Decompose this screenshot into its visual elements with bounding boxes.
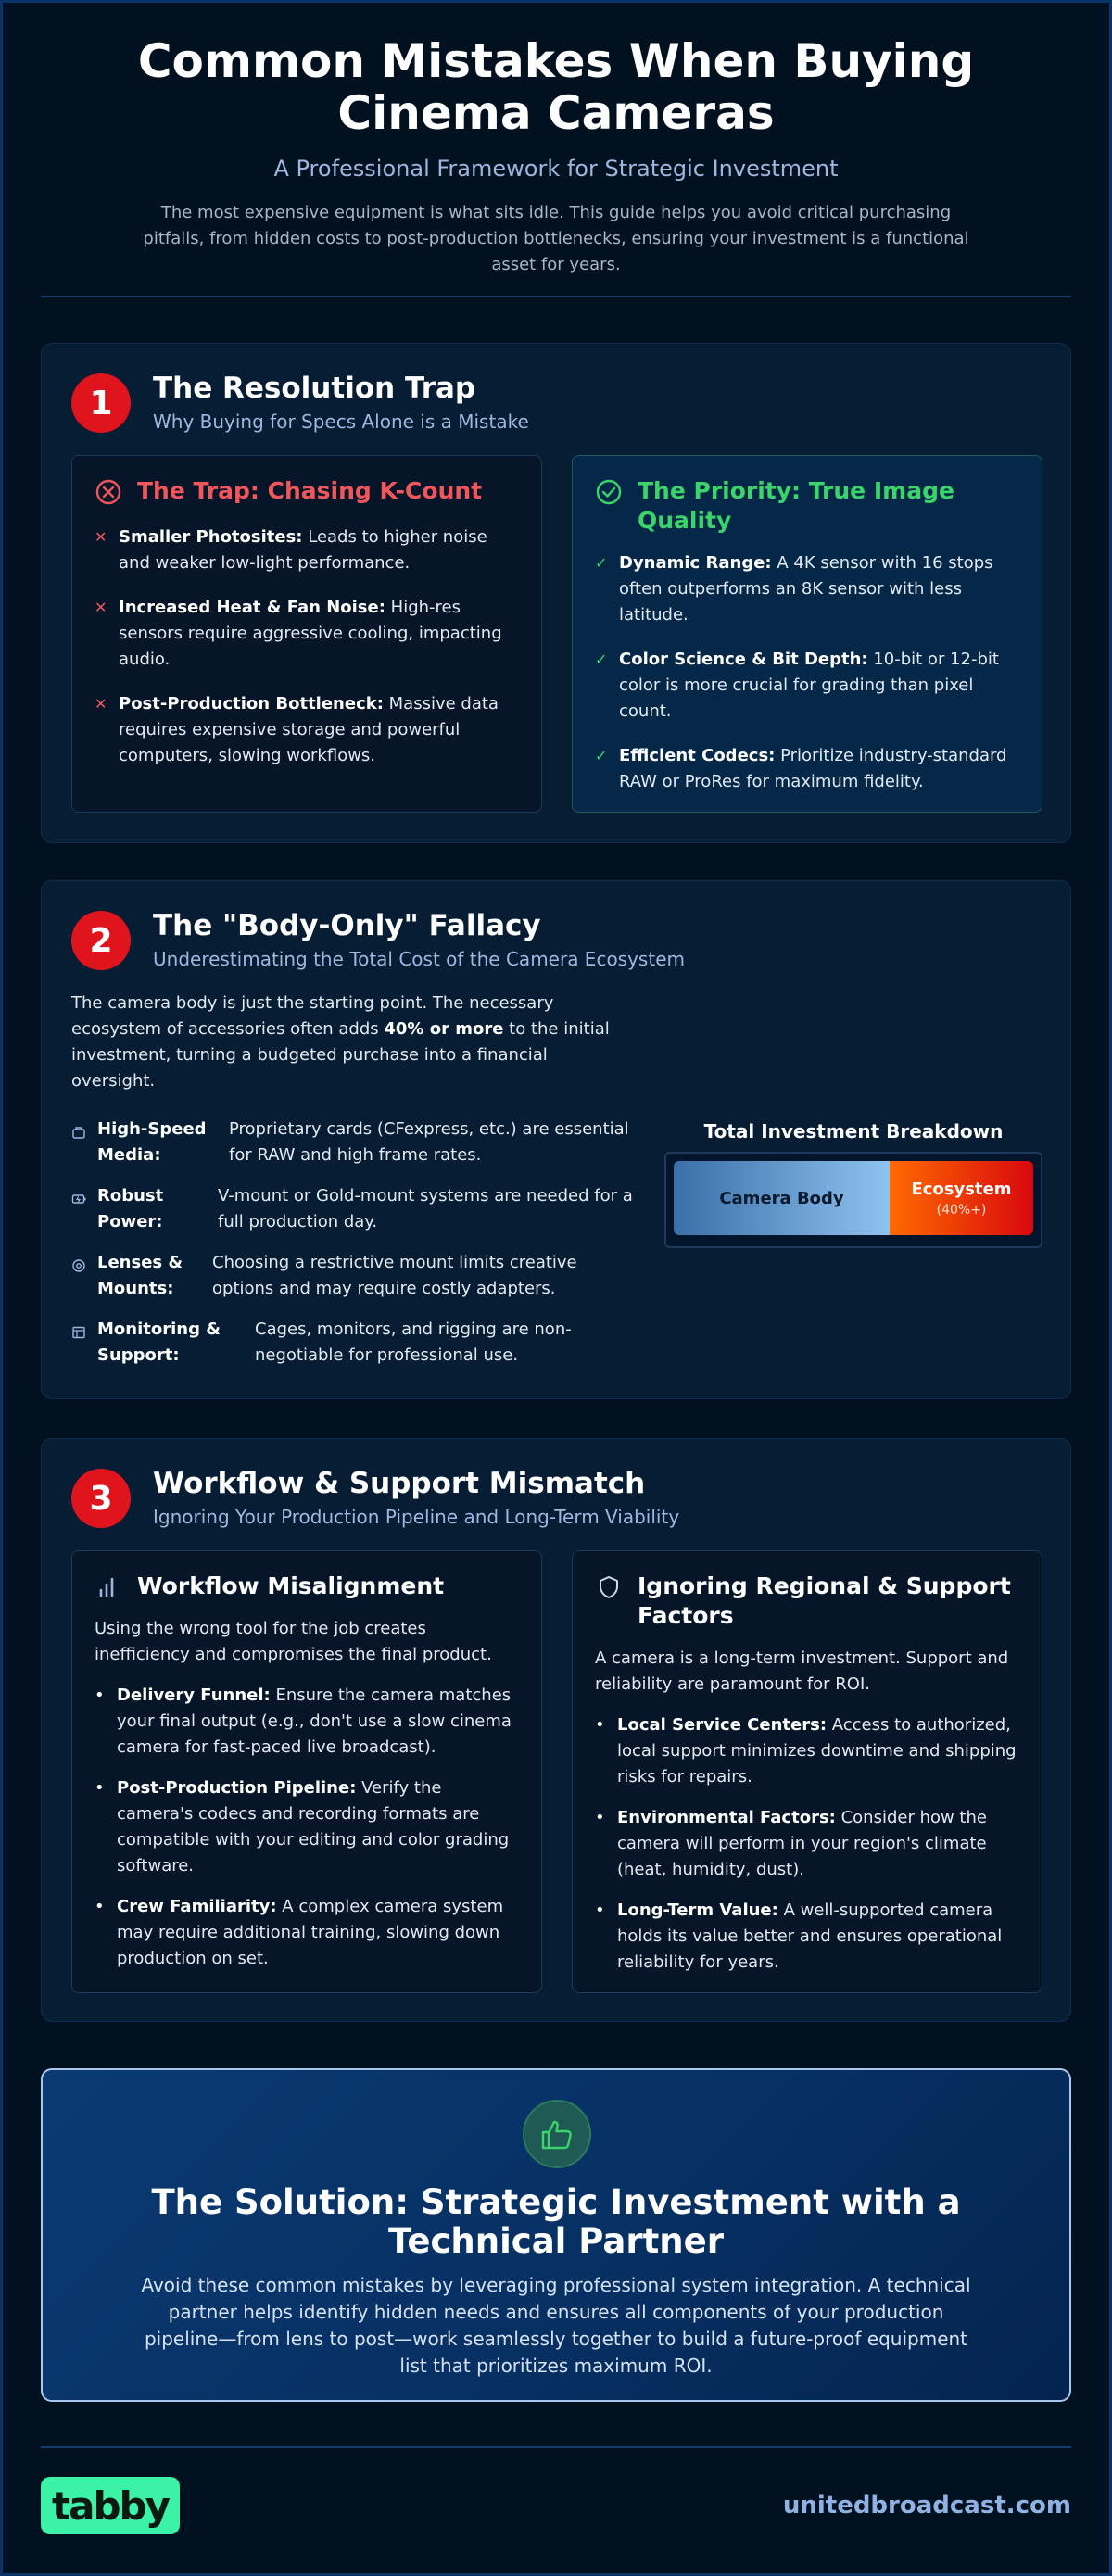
list-item: • Local Service Centers: Access to authorized, local support minimizes downtime and shipping risks for repairs. [595, 1712, 1019, 1790]
list-item: ✕ Post-Production Bottleneck: Massive data requires expensive storage and powerful computers, slowing workflows. [95, 691, 519, 769]
section-subtitle: Underestimating the Total Cost of the Camera Ecosystem [153, 948, 685, 970]
page-intro: The most expensive equipment is what sits idle. This guide helps you avoid critical purchasing pitfalls, from hidden costs to post-production bottlenecks, ensuring your investment is a functional asset for years. [143, 203, 969, 274]
ecosystem-item: Lenses & Mounts: Choosing a restrictive mount limits creative options and may require costly adapters. [71, 1250, 620, 1302]
footer-divider [41, 2446, 1071, 2448]
section-number-badge: 1 [71, 373, 131, 433]
support-card-title: Ignoring Regional & Support Factors [638, 1572, 1011, 1629]
lens-icon [71, 1256, 86, 1270]
section-title: Workflow & Support Mismatch [153, 1467, 646, 1500]
page-title: Common Mistakes When Buying Cinema Cameras [137, 34, 975, 140]
workflow-list [95, 1683, 519, 1987]
bar-chart-icon [95, 1573, 124, 1603]
header-divider [41, 296, 1071, 297]
support-card [572, 1550, 1042, 1993]
section-intro: The camera body is just the starting point. The necessary ecosystem of accessories often adds 40% or more to the initial investment, turning a budgeted purchase into a financial oversight. [71, 993, 610, 1091]
camera-body-bar [674, 1161, 890, 1235]
thumbs-up-icon [523, 2100, 591, 2168]
monitor-icon [71, 1322, 86, 1337]
ecosystem-item: Robust Power: V-mount or Gold-mount systems are needed for a full production day. [71, 1183, 653, 1235]
chart-title: Total Investment Breakdown [703, 1120, 1004, 1143]
list-item: • Environmental Factors: Consider how the camera will perform in your region's climate (heat, humidity, dust). [595, 1805, 1019, 1883]
workflow-card [71, 1550, 542, 1993]
priority-card-title: The Priority: True Image Quality [638, 477, 954, 534]
list-item: ✓ Color Science & Bit Depth: 10-bit or 12-bit color is more crucial for grading than pixel count. [595, 647, 1019, 725]
x-circle-icon [95, 478, 124, 508]
section-resolution-trap [41, 343, 1071, 843]
x-mark-icon: ✕ [95, 695, 107, 713]
list-item: ✕ Increased Heat & Fan Noise: High-res sensors require aggressive cooling, impacting audio. [95, 595, 519, 673]
workflow-intro: Using the wrong tool for the job creates inefficiency and compromises the final product. [95, 1619, 492, 1664]
x-mark-icon: ✕ [95, 599, 107, 616]
section-title: The Resolution Trap [153, 372, 476, 405]
list-item: ✕ Smaller Photosites: Leads to higher noise and weaker low-light performance. [95, 524, 519, 576]
ecosystem-bar [890, 1161, 1033, 1235]
section-workflow-mismatch [41, 1438, 1071, 2022]
support-intro: A camera is a long-term investment. Support and reliability are paramount for ROI. [595, 1648, 1009, 1694]
trap-card-title: The Trap: Chasing K-Count [137, 477, 483, 504]
highlight-percent: 40% or more [384, 1019, 504, 1039]
list-item: ✓ Efficient Codecs: Prioritize industry-standard RAW or ProRes for maximum fidelity. [595, 743, 1019, 795]
check-mark-icon: ✓ [595, 554, 608, 572]
camera-body-label: Camera Body [719, 1188, 844, 1208]
ecosystem-item: Monitoring & Support: Cages, monitors, and rigging are non-negotiable for professional use. [71, 1317, 607, 1369]
solution-banner [41, 2068, 1071, 2402]
ecosystem-note: (40%+) [936, 1202, 987, 1218]
priority-card [572, 455, 1042, 813]
ecosystem-item: High-Speed Media: Proprietary cards (CFexpress, etc.) are essential for RAW and high frame rates. [71, 1117, 646, 1168]
section-title: The "Body-Only" Fallacy [153, 909, 541, 942]
header [41, 35, 1071, 278]
section-subtitle: Why Buying for Specs Alone is a Mistake [153, 410, 529, 433]
solution-text: Avoid these common mistakes by leveraging professional system integration. A technical partner helps identify hidden needs and ensures all components of your production pipeline—from lens to post—work seamlessly together to build a future-proof equipment list that prioritizes maximum ROI. [141, 2274, 971, 2377]
priority-list [595, 550, 1019, 814]
workflow-card-title: Workflow Misalignment [137, 1572, 445, 1599]
section-body-only-fallacy [41, 880, 1071, 1399]
page-subtitle: A Professional Framework for Strategic Investment [273, 156, 839, 182]
list-item: ✓ Dynamic Range: A 4K sensor with 16 stops often outperforms an 8K sensor with less latitude. [595, 550, 1019, 628]
list-item: • Crew Familiarity: A complex camera system may require additional training, slowing down production on set. [95, 1894, 519, 1972]
check-mark-icon: ✓ [595, 747, 608, 764]
x-mark-icon: ✕ [95, 528, 107, 546]
trap-card [71, 455, 542, 813]
media-card-icon [71, 1122, 86, 1137]
shield-icon [595, 1573, 625, 1603]
check-mark-icon: ✓ [595, 650, 608, 668]
solution-title: The Solution: Strategic Investment with a Technical Partner [151, 2182, 961, 2261]
list-item: • Post-Production Pipeline: Verify the camera's codecs and recording formats are compatible with your editing and color grading software. [95, 1775, 519, 1879]
website-link[interactable]: unitedbroadcast.com [782, 2492, 1071, 2519]
battery-icon [71, 1189, 86, 1204]
ecosystem-label: Ecosystem [911, 1179, 1012, 1199]
list-item: • Delivery Funnel: Ensure the camera matches your final output (e.g., don't use a slow cinema camera for fast-paced live broadcast). [95, 1683, 519, 1761]
list-item: • Long-Term Value: A well-supported camera holds its value better and ensures operational reliability for years. [595, 1898, 1019, 1976]
support-list [595, 1712, 1019, 1990]
section-number-badge: 3 [71, 1469, 131, 1528]
trap-list [95, 524, 519, 788]
section-subtitle: Ignoring Your Production Pipeline and Long-Term Viability [153, 1506, 680, 1528]
tabby-logo[interactable]: tabby [41, 2477, 180, 2534]
section-number-badge: 2 [71, 911, 131, 970]
check-circle-icon [595, 478, 625, 508]
investment-breakdown-chart [664, 1152, 1042, 1248]
